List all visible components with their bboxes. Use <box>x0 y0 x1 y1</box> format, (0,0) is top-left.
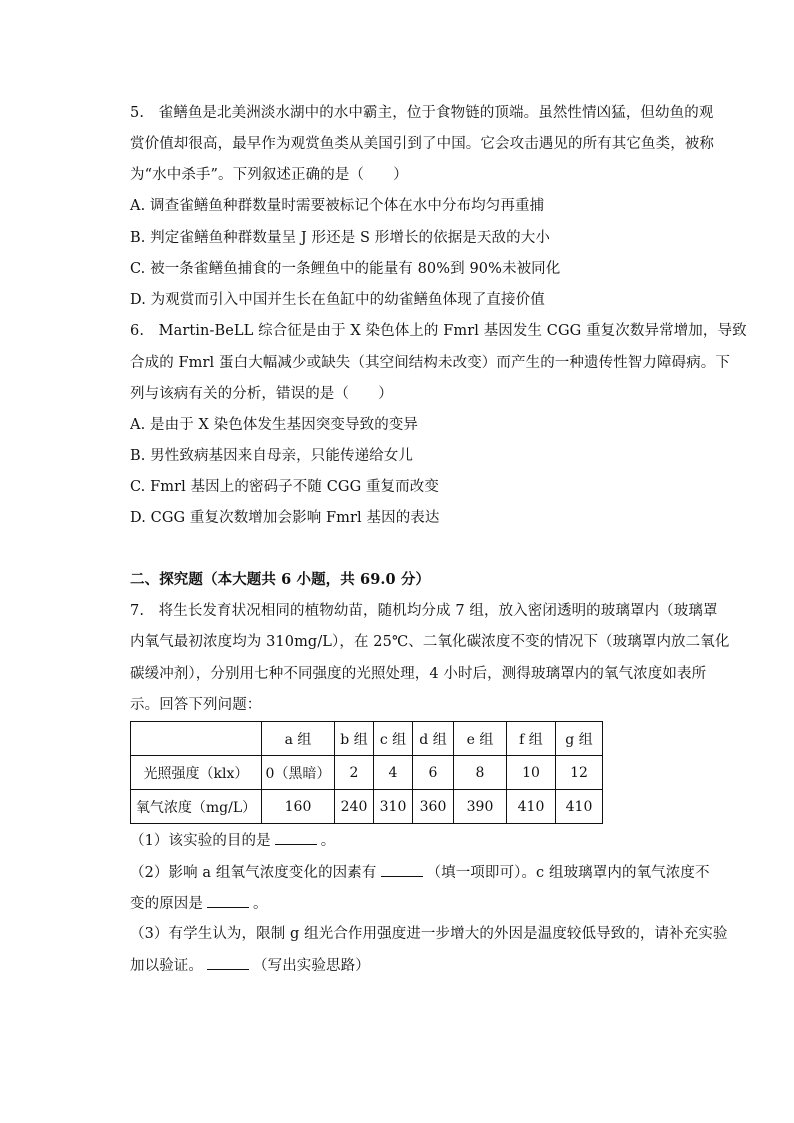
table-header-cell: f 组 <box>507 722 556 756</box>
q7-sub-2-text-b: （填一项即可）。c 组玻璃罩内的氧气浓度不 <box>426 865 710 881</box>
q5-line-1: 5. 雀鳝鱼是北美洲淡水湖中的水中霸主，位于食物链的顶端。虽然性情凶猛，但幼鱼的观 <box>130 105 714 121</box>
table-cell: 240 <box>335 790 374 824</box>
q7-line-1: 7. 将生长发育状况相同的植物幼苗，随机均分成 7 组，放入密闭透明的玻璃罩内（玻璃罩 <box>130 603 718 619</box>
table-cell: 310 <box>374 790 413 824</box>
answer-blank[interactable] <box>207 955 249 970</box>
q7-sub-2-text: （2）影响 a 组氧气浓度变化的因素有 <box>130 865 377 881</box>
q7-sub-2 <box>130 862 710 883</box>
table-header-cell: c 组 <box>374 722 413 756</box>
q7-line-4: 示。回答下列问题： <box>130 697 262 713</box>
q5-option-a: A. 调查雀鳝鱼种群数量时需要被标记个体在水中分布均匀再重捕 <box>130 198 545 214</box>
data-table <box>130 721 603 824</box>
table-cell: 8 <box>454 756 507 790</box>
table-header-cell: e 组 <box>454 722 507 756</box>
q7-sub-3-text: 加以验证。 <box>130 958 203 974</box>
table-cell: 4 <box>374 756 413 790</box>
table-cell: 160 <box>262 790 335 824</box>
table-header-cell: d 组 <box>413 722 454 756</box>
table-header-cell: a 组 <box>262 722 335 756</box>
q7-sub-1-end: 。 <box>320 833 336 849</box>
table-row <box>131 756 603 790</box>
q7-sub-1-text: （1）该实验的目的是 <box>130 833 271 849</box>
table-cell: 390 <box>454 790 507 824</box>
answer-blank[interactable] <box>381 862 423 877</box>
q7-line-3: 碳缓冲剂），分别用七种不同强度的光照处理，4 小时后，测得玻璃罩内的氧气浓度如表所 <box>130 666 707 682</box>
table-cell: 410 <box>556 790 603 824</box>
table-cell: 0（黑暗） <box>262 756 335 790</box>
table-cell: 2 <box>335 756 374 790</box>
table-cell: 6 <box>413 756 454 790</box>
q5-line-3: 为“水中杀手”。下列叙述正确的是（ ） <box>130 167 408 183</box>
q7-sub-2-end: 。 <box>253 896 268 912</box>
q7-line-2: 内氧气最初浓度均为 310mg/L），在 25℃、二氧化碳浓度不变的情况下（玻璃罩内放二氧化 <box>130 634 730 650</box>
q5-option-d: D. 为观赏而引入中国并生长在鱼缸中的幼雀鳝鱼体现了直接价值 <box>130 292 545 308</box>
q6-option-c: C. Fmrl 基因上的密码子不随 CGG 重复而改变 <box>130 479 439 495</box>
q6-line-1: 6. Martin-BeLL 综合征是由于 X 染色体上的 Fmrl 基因发生 CGG 重复次数异常增加，导致 <box>130 323 747 339</box>
table-row <box>131 790 603 824</box>
q5-line-2: 赏价值却很高，最早作为观赏鱼类从美国引到了中国。它会攻击遇见的所有其它鱼类，被称 <box>130 136 714 152</box>
q7-sub-2-text-c: 变的原因是 <box>130 896 203 912</box>
q7-sub-3-cont <box>130 955 690 976</box>
q7-sub-3-hint: （写出实验思路） <box>253 958 370 974</box>
table-header-row <box>131 722 603 756</box>
table-cell: 12 <box>556 756 603 790</box>
section-heading: 二、探究题（本大题共 6 小题，共 69.0 分） <box>130 571 431 588</box>
q7-sub-2-cont <box>130 893 690 914</box>
q6-line-2: 合成的 Fmrl 蛋白大幅减少或缺失（其空间结构未改变）而产生的一种遗传性智力障碍病。下 <box>130 355 730 371</box>
q6-option-d: D. CGG 重复次数增加会影响 Fmrl 基因的表达 <box>130 510 440 526</box>
q6-option-a: A. 是由于 X 染色体发生基因突变导致的变异 <box>130 417 419 433</box>
q7-sub-3: （3）有学生认为，限制 g 组光合作用强度进一步增大的外因是温度较低导致的，请补充实验 <box>130 926 728 942</box>
table-cell: 氧气浓度（mg/L） <box>131 790 262 824</box>
answer-blank[interactable] <box>275 830 317 845</box>
table-cell: 10 <box>507 756 556 790</box>
q7-sub-1 <box>130 830 690 851</box>
table-header-cell: b 组 <box>335 722 374 756</box>
q6-line-3: 列与该病有关的分析，错误的是（ ） <box>130 386 393 402</box>
table-cell: 360 <box>413 790 454 824</box>
table-header-cell: g 组 <box>556 722 603 756</box>
q6-option-b: B. 男性致病基因来自母亲，只能传递给女儿 <box>130 448 413 464</box>
q5-option-c: C. 被一条雀鳝鱼捕食的一条鲤鱼中的能量有 80%到 90%未被同化 <box>130 261 561 277</box>
table-cell: 光照强度（klx） <box>131 756 262 790</box>
q5-option-b: B. 判定雀鳝鱼种群数量呈 J 形还是 S 形增长的依据是天敌的大小 <box>130 230 550 246</box>
answer-blank[interactable] <box>207 893 249 908</box>
table-header-cell <box>131 722 262 756</box>
table-cell: 410 <box>507 790 556 824</box>
